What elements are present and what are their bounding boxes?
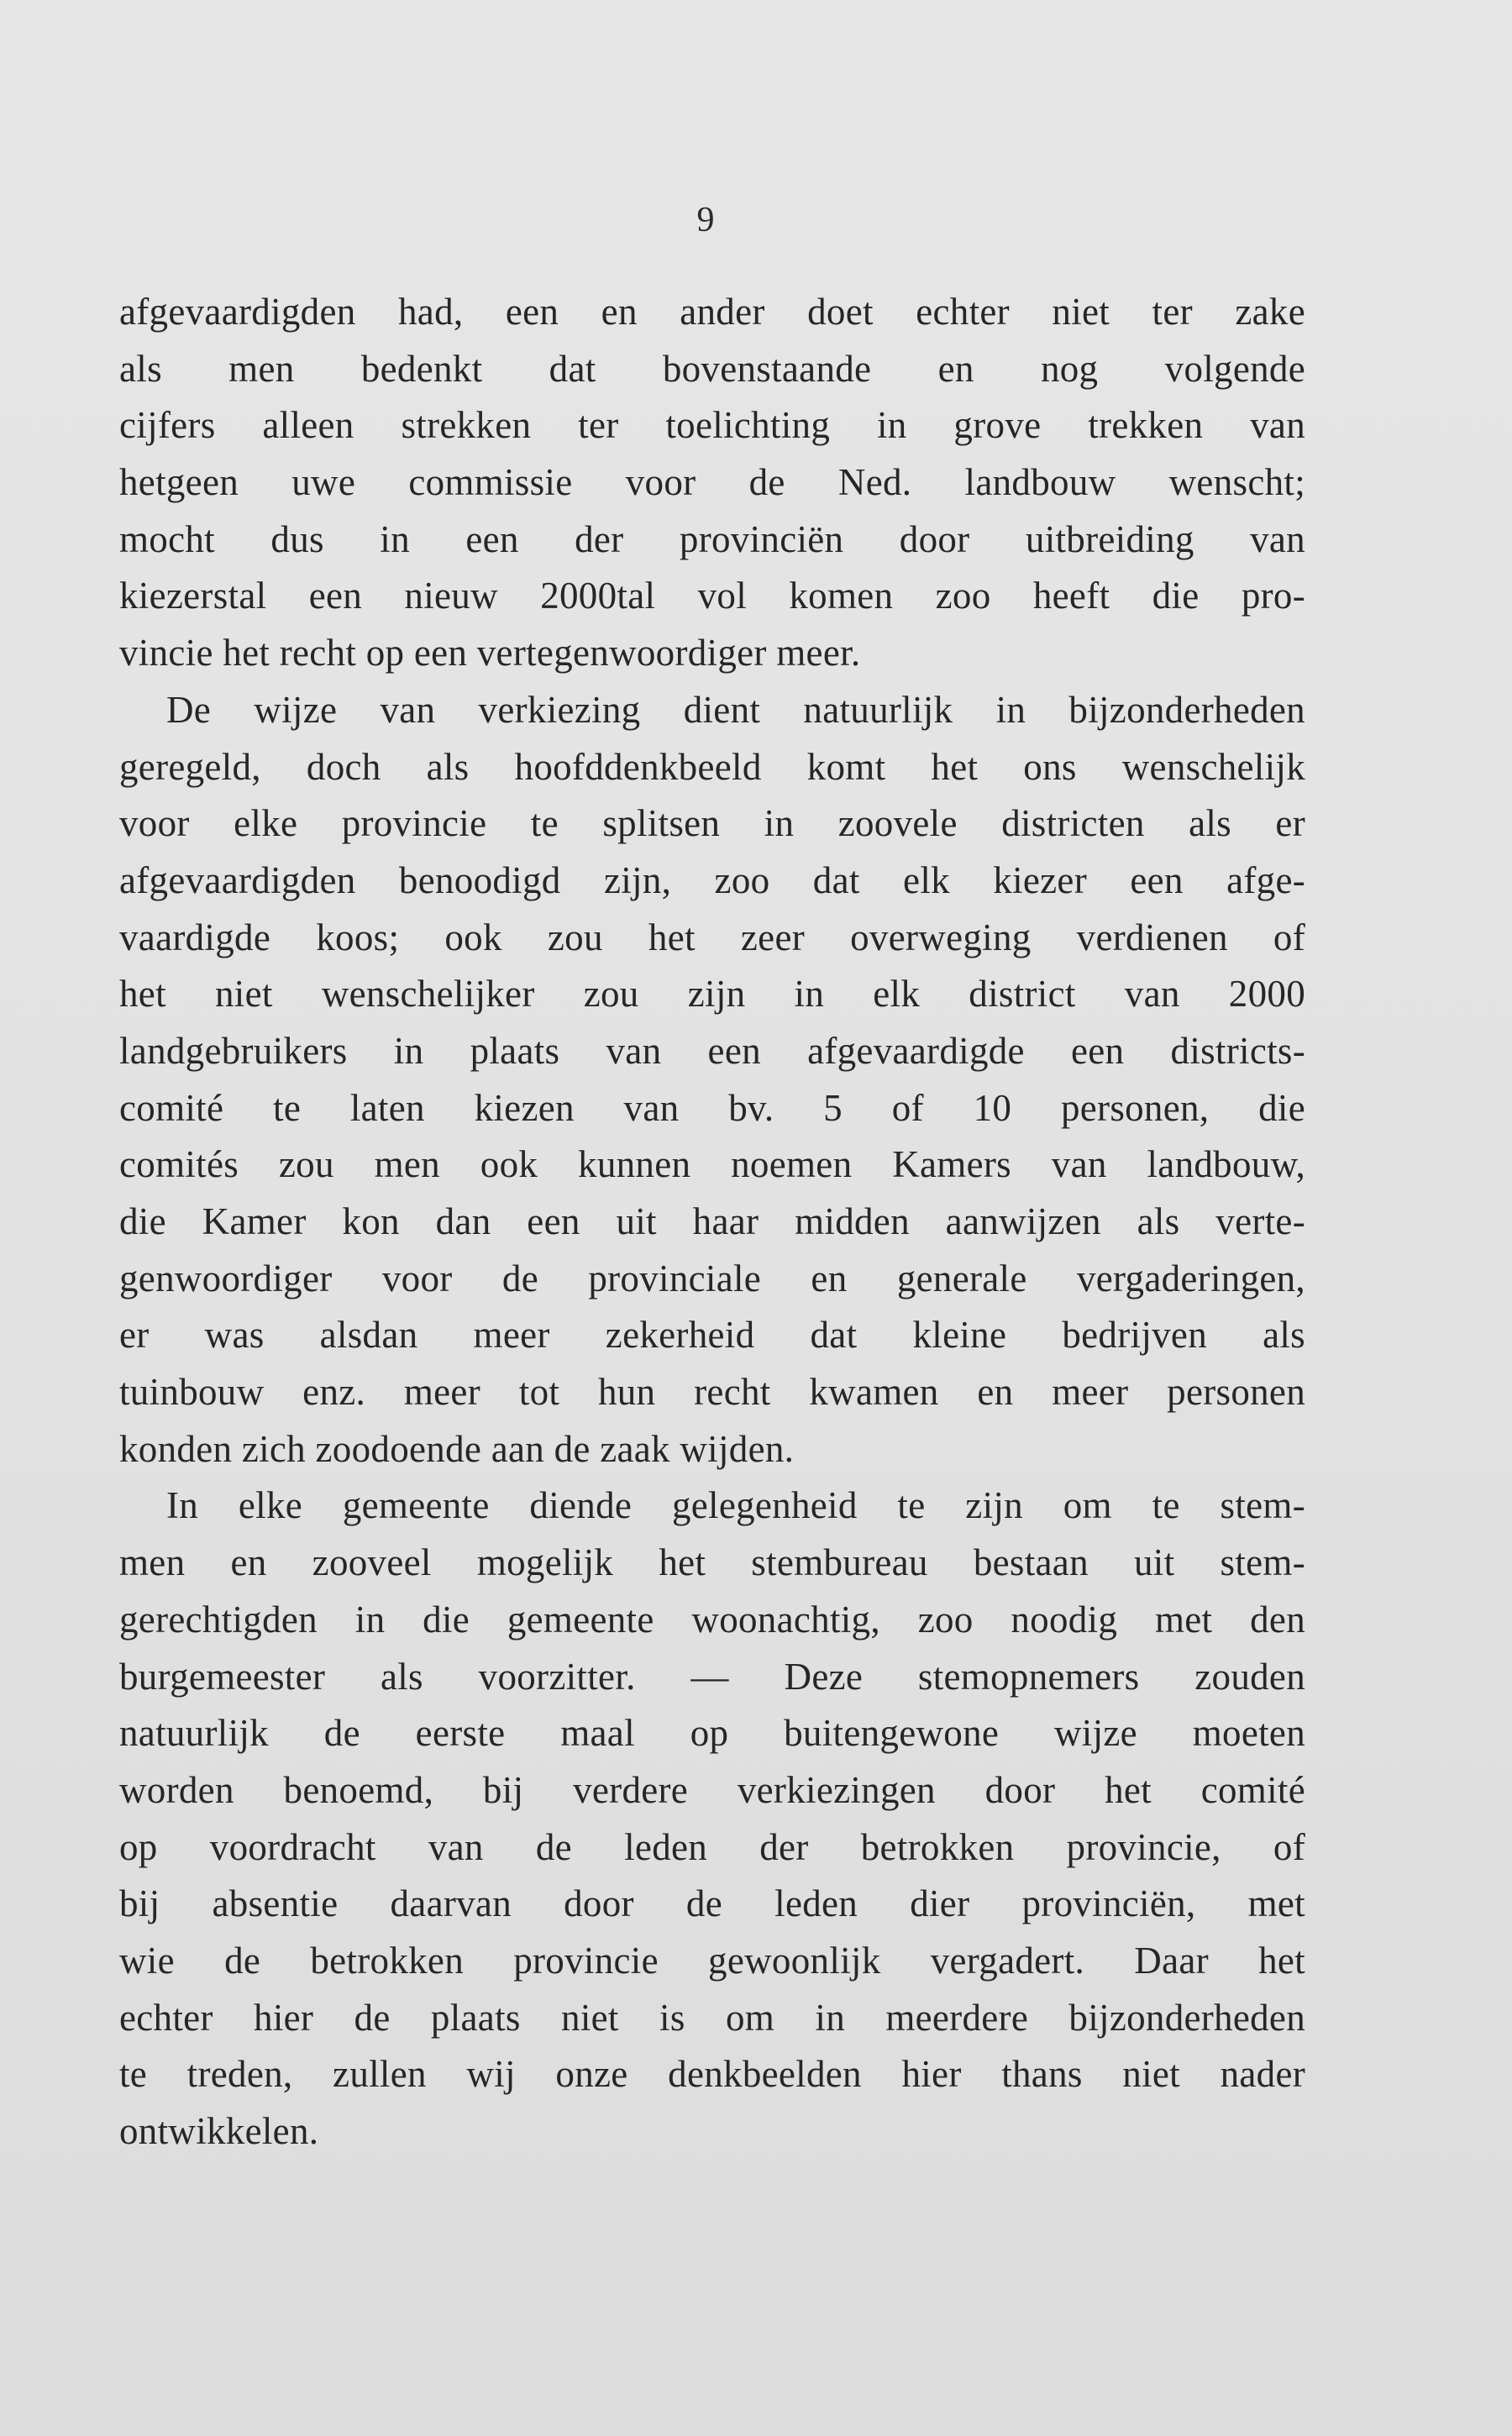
text-line: tuinbouw enz. meer tot hun recht kwamen en meer personen — [119, 1371, 1305, 1414]
text-line: die Kamer kon dan een uit haar midden aanwijzen als verte- — [119, 1200, 1305, 1242]
text-line: op voordracht van de leden der betrokken provincie, of — [119, 1825, 1305, 1868]
text-line: burgemeester als voorzitter. — Deze stemopnemers zouden — [119, 1655, 1305, 1698]
text-line: er was alsdan meer zekerheid dat kleine bedrijven als — [119, 1314, 1305, 1357]
text-line: vincie het recht op een vertegenwoordiger meer. — [119, 632, 861, 675]
text-line: gerechtigden in die gemeente woonachtig, zoo noodig met den — [119, 1598, 1305, 1641]
text-line: worden benoemd, bij verdere verkiezingen door het comité — [119, 1768, 1305, 1811]
text-line: cijfers alleen strekken ter toelichting in grove trekken van — [119, 404, 1305, 447]
text-line: afgevaardigden benoodigd zijn, zoo dat elk kiezer een afge- — [119, 858, 1305, 901]
text-line: konden zich zoodoende aan de zaak wijden. — [119, 1427, 795, 1470]
text-line: natuurlijk de eerste maal op buitengewone wijze moeten — [119, 1712, 1305, 1755]
text-line: echter hier de plaats niet is om in meerdere bijzonderheden — [119, 1996, 1305, 2039]
text-line: kiezerstal een nieuw 2000tal vol komen zoo heeft die pro- — [119, 575, 1305, 617]
text-line: te treden, zullen wij onze denkbeelden hier thans niet nader — [119, 2053, 1305, 2096]
text-line: genwoordiger voor de provinciale en generale vergaderingen, — [119, 1257, 1305, 1299]
text-line: In elke gemeente diende gelegenheid te zijn om te stem- — [166, 1484, 1305, 1527]
page-number: 9 — [696, 201, 715, 239]
text-line: het niet wenschelijker zou zijn in elk district van 2000 — [119, 973, 1305, 1016]
text-line: De wijze van verkiezing dient natuurlijk in bijzonderheden — [166, 688, 1305, 731]
text-line: voor elke provincie te splitsen in zoovele districten als er — [119, 802, 1305, 845]
body-text — [119, 284, 1305, 2160]
text-line: hetgeen uwe commissie voor de Ned. landbouw wenscht; — [119, 461, 1305, 504]
text-line: wie de betrokken provincie gewoonlijk vergadert. Daar het — [119, 1939, 1305, 1982]
text-line: geregeld, doch als hoofddenkbeeld komt het ons wenschelijk — [119, 745, 1305, 788]
text-line: comité te laten kiezen van bv. 5 of 10 personen, die — [119, 1086, 1305, 1129]
text-line: als men bedenkt dat bovenstaande en nog volgende — [119, 347, 1305, 390]
text-line: men en zooveel mogelijk het stembureau bestaan uit stem- — [119, 1541, 1305, 1584]
text-line: ontwikkelen. — [119, 2110, 319, 2152]
text-line: vaardigde koos; ook zou het zeer overweging verdienen of — [119, 916, 1305, 958]
text-line: afgevaardigden had, een en ander doet echter niet ter zake — [119, 291, 1305, 333]
text-line: mocht dus in een der provinciën door uitbreiding van — [119, 517, 1305, 560]
text-line: comités zou men ook kunnen noemen Kamers van landbouw, — [119, 1143, 1305, 1186]
text-line: landgebruikers in plaats van een afgevaardigde een districts- — [119, 1029, 1305, 1072]
text-line: bij absentie daarvan door de leden dier provinciën, met — [119, 1882, 1305, 1925]
